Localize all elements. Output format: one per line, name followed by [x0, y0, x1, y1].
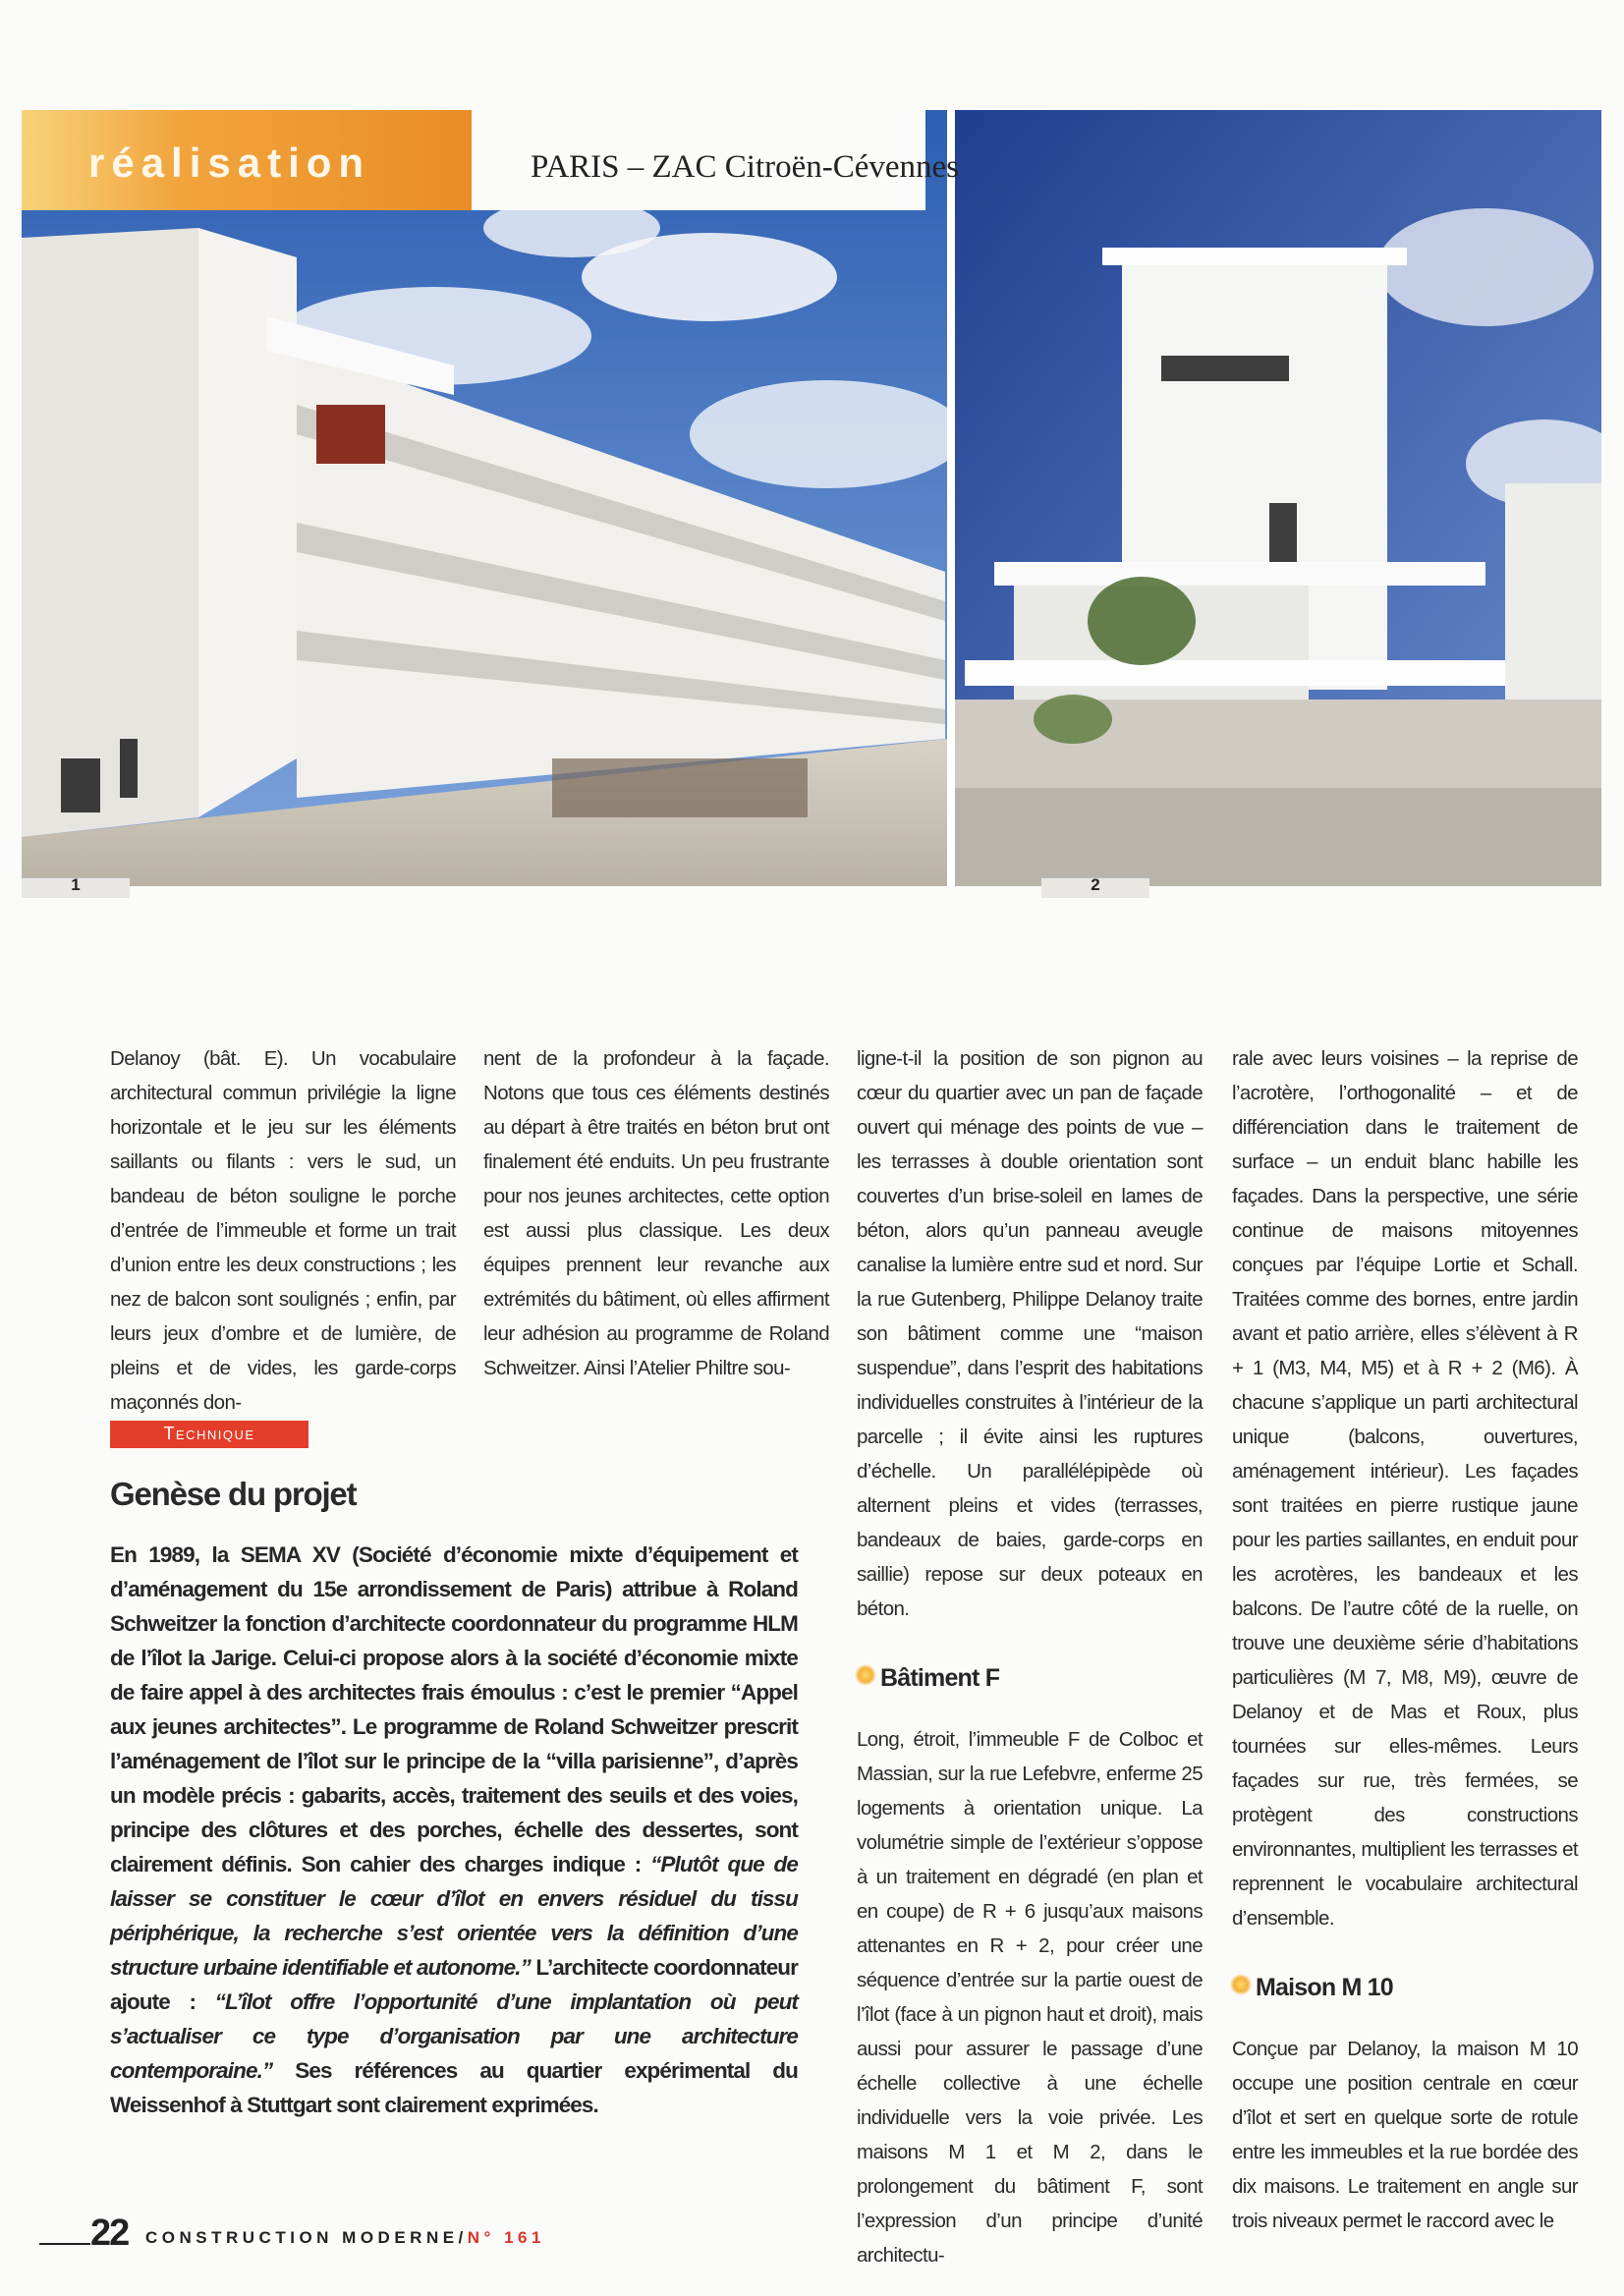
photo-number-2: [1041, 877, 1149, 898]
page-number: 22: [90, 2212, 129, 2254]
column-2-paragraph: nent de la profondeur à la façade. Notons que tous ces éléments destinés au départ à être traités en béton brut ont finalement été enduits. Un peu frustrante pour nos jeunes architectes, cette option est aussi plus classique. Les deux équipes prennent leur revanche aux extrémités du bâtiment, où elles affirment leur adhésion au programme de Roland Schweitzer. Ainsi l’Atelier Philtre sou-: [483, 1047, 829, 1379]
article-column-4: [1232, 1041, 1578, 2238]
column-4-paragraph-2: Conçue par Delanoy, la maison M 10 occupe une position centrale en cœur d’îlot et sert en quelque sorte de rotule entre les immeubles et la rue bordée des dix maisons. Le traitement en angle sur trois niveaux permet le raccord avec le: [1232, 2038, 1578, 2232]
section-tag: [22, 110, 472, 210]
subhead-maison-m10: [1232, 1971, 1578, 2004]
article-location-title: PARIS – ZAC Citroën-Cévennes: [531, 149, 960, 185]
subhead-batiment-f: [857, 1661, 1203, 1695]
photo-number-1-label: 1: [71, 875, 81, 894]
column-1-paragraph: Delanoy (bât. E). Un vocabulaire architectural commun privilégie la ligne horizontale et le jeu sur les éléments saillants ou filants : vers le sud, un bandeau de béton souligne le porche d’entrée de l’immeuble et forme un trait d’union entre les deux constructions ; les nez de balcon sont soulignés ; enfin, par leurs jeux d’ombre et de lumière, de pleins et de vides, les garde-corps maçonnés don-: [110, 1047, 456, 1414]
footer-rule: [39, 2243, 90, 2245]
subhead-maison-m10-label: Maison M 10: [1256, 1974, 1393, 2001]
magazine-name: CONSTRUCTION MODERNE/: [145, 2228, 468, 2247]
magazine-issue: N° 161: [467, 2228, 545, 2247]
article-column-2: [483, 1041, 829, 1385]
column-4-paragraph-1: rale avec leurs voisines – la reprise de l’acrotère, l’orthogonalité – et de différenciation dans le traitement de surface – un enduit blanc habille les façades. Dans la perspective, une série continue de maisons mitoyennes conçues par l’équipe Lortie et Schall. Traitées comme des bornes, entre jardin avant et patio arrière, elles s’élèvent à R + 1 (M3, M4, M5) et à R + 2 (M6). À chacune s’applique un parti architectural unique (balcons, ouvertures, aménagement intérieur). Les façades sont traitées en pierre rustique jaune pour les parties saillantes, en enduit pour les acrotères, les bandeaux et les balcons. De l’autre côté de la ruelle, on trouve une deuxième série d’habitations particulières (M 7, M8, M9), œuvre de Delanoy et de Mas et Roux, plus tournées sur elles-mêmes. Leurs façades sur rue, très fermées, se protègent des constructions environnantes, multiplient les terrasses et reprennent le vocabulaire architectural d’ensemble.: [1232, 1047, 1578, 1930]
article-column-3: [857, 1041, 1203, 2272]
article-column-1: [110, 1041, 456, 1420]
subhead-bullet-icon: [1230, 1974, 1252, 1995]
subhead-bullet-icon: [855, 1664, 876, 1686]
technique-body: [110, 1538, 798, 2122]
technique-label: [110, 1421, 308, 1448]
column-3-paragraph-1: ligne-t-il la position de son pignon au cœur du quartier avec un pan de façade ouvert qui ménage des points de vue – les terrasses à double orientation sont couvertes d’un brise-soleil en lames de béton, alors qu’un panneau aveugle canalise la lumière entre sud et nord. Sur la rue Gutenberg, Philippe Delanoy traite son bâtiment comme une “maison suspendue”, dans l’esprit des habitations individuelles construites à l’intérieur de la parcelle ; il évite ainsi les ruptures d’échelle. Un parallélépipède où alternent pleins et vides (terrasses, bandeaux de baies, garde-corps en saillie) repose sur deux poteaux en béton.: [857, 1047, 1203, 1620]
footer-magazine-name: [145, 2228, 545, 2248]
section-tag-label: réalisation: [88, 140, 371, 186]
header-title-box: [472, 110, 960, 210]
subhead-batiment-f-label: Bâtiment F: [880, 1664, 1000, 1692]
technique-body-part-3: Ses références au quartier expérimental du Weissenhof à Stuttgart sont clairement exprimées.: [110, 2058, 798, 2117]
photo-number-2-label: 2: [1091, 875, 1100, 894]
technique-body-part-1: En 1989, la SEMA XV (Société d’économie mixte d’équipement et d’aménagement du 15e arrondissement de Paris) attribue à Roland Schweitzer la fonction d’architecte coordonnateur du programme HLM de l’îlot la Jarige. Celui-ci propose alors à la société d’économie mixte de faire appel à des architectes frais émoulus : c’est le premier “Appel aux jeunes architectes”. Le programme de Roland Schweitzer prescrit l’aménagement de l’îlot sur le principe de la “villa parisienne”, d’après un modèle précis : gabarits, accès, traitement des seuils et des voies, principe des clôtures et des porches, échelle des dessertes, sont clairement définis. Son cahier des charges indique :: [110, 1542, 798, 1876]
technique-body-part-2: L’architecte coordonnateur ajoute :: [110, 1955, 799, 2014]
technique-quote-1: “Plutôt que de laisser se constituer le cœur d’îlot en envers résiduel du tissu périphérique, la recherche s’est orientée vers la définition d’une structure urbaine identifiable et autonome.”: [110, 1852, 798, 1980]
technique-title: Genèse du projet: [110, 1476, 357, 1512]
column-3-paragraph-2: Long, étroit, l’immeuble F de Colboc et Massian, sur la rue Lefebvre, enferme 25 logements à orientation unique. La volumétrie simple de l’extérieur s’oppose à un traitement en dégradé (en plan et en coupe) de R + 6 jusqu’aux maisons attenantes en R + 2, pour créer une séquence d’entrée sur la partie ouest de l’îlot (face à un pignon haut et droit), mais aussi pour assurer le passage d’une échelle collective à une échelle individuelle vers la voie privée. Les maisons M 1 et M 2, dans le prolongement du bâtiment F, sont l’expression d’un principe d’unité architectu-: [857, 1728, 1203, 2267]
building-photo-1-image: [22, 110, 947, 886]
technique-quote-2: “L’îlot offre l’opportunité d’une implantation où peut s’actualiser ce type d’organisation par une architecture contemporaine.”: [110, 1989, 799, 2083]
photo-number-1: [22, 877, 130, 898]
building-photo-2-image: [955, 110, 1601, 886]
building-photo-2: [955, 110, 1601, 886]
building-photo-1: [22, 110, 947, 886]
photo-strip: [22, 110, 1601, 886]
technique-label-text: Technique: [163, 1424, 255, 1443]
